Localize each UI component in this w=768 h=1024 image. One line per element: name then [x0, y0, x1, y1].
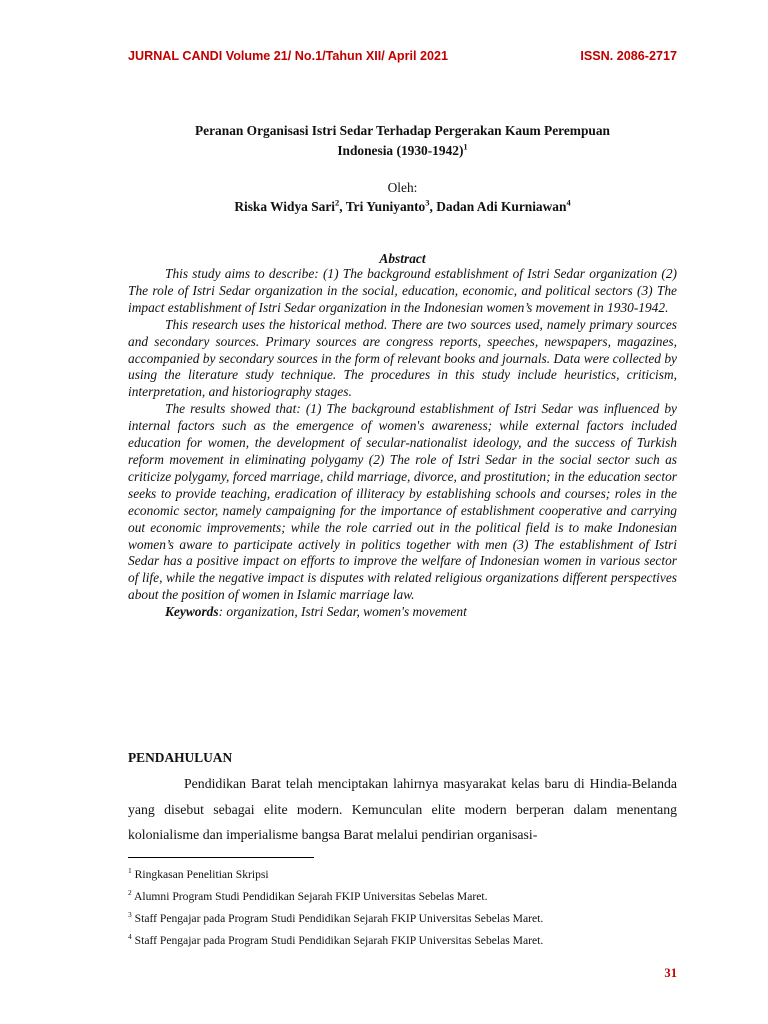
keywords-text: : organization, Istri Sedar, women's movement — [218, 604, 467, 620]
body-paragraph: Pendidikan Barat telah menciptakan lahirnya masyarakat kelas baru di Hindia-Belanda yang disebut sebagai elite modern. Kemunculan elite modern berperan dalam menentang kolonialisme dan imperialisme bangsa Barat melalui pendirian organisasi- — [128, 776, 677, 842]
journal-name: JURNAL CANDI Volume 21/ No.1/Tahun XII/ April 2021 — [128, 49, 449, 63]
footnote-divider — [128, 857, 314, 858]
footnote-ref[interactable]: 2 — [335, 197, 340, 208]
author-name: Riska Widya Sari — [234, 199, 336, 214]
author-name: Dadan Adi Kurniawan — [436, 199, 567, 214]
abstract-paragraph: The results showed that: (1) The background establishment of Istri Sedar was influenced by internal factors such as the emergence of women's awareness; while external factors included education for women, the development of secular-nationalist ideology, and the success of Turkish reform movement in eliminating polygamy (2) The role of Istri Sedar in the social sector such as criticize polygamy, forced marriage, child marriage, divorce, and prostitution; in the education sector seeks to provide teaching, eradication of illiteracy by establishing schools and courses; roles in the economic sector, namely campaigning for the importance of establishment cooperative and carrying out economic improvements; while the role carried out in the political field is to make Indonesian women’s aware to participate actively in politics together with men (3) The establishment of Istri Sedar has a positive impact on efforts to improve the welfare of Indonesian women in various sector of life, while the negative impact is disputes with related religious organizations different perspectives about the position of women in Islamic marriage law. — [128, 401, 677, 603]
author-name: Tri Yuniyanto — [345, 199, 426, 214]
title-line-1: Peranan Organisasi Istri Sedar Terhadap Pergerakan Kaum Perempuan — [194, 123, 610, 138]
paper-title — [128, 121, 677, 161]
footnote: $^3$ Staff Pengajar pada Program Studi Pendidikan Sejarah FKIP Universitas Sebelas Maret. — [128, 909, 544, 925]
footnotes — [128, 862, 688, 949]
footnote: $^1$ Ringkasan Penelitian Skripsi — [128, 866, 269, 881]
footnote: $^4$ Staff Pengajar pada Program Studi Pendidikan Sejarah FKIP Universitas Sebelas Maret. — [128, 931, 544, 947]
section-body — [128, 771, 677, 848]
keywords — [128, 604, 677, 621]
abstract-paragraph: This study aims to describe: (1) The background establishment of Istri Sedar organization (2) The role of Istri Sedar organization in the social, education, economic, and political sectors (3) The impact establishment of Istri Sedar organization in the Indonesian women’s movement in 1930-1942. — [128, 266, 677, 315]
section-heading: PENDAHULUAN — [128, 750, 233, 765]
byline-label: Oleh: — [387, 180, 418, 195]
author-list: Riska Widya Sari$^2$, Tri Yuniyanto$^3$, Dadan Adi Kurniawan$^4$ — [234, 197, 571, 214]
abstract-body — [128, 266, 677, 621]
footnote-ref[interactable]: 3 — [425, 197, 430, 208]
page-number: 31 — [664, 966, 677, 980]
keywords-label: Keywords — [165, 604, 219, 620]
footnote: $^2$ Alumni Program Studi Pendidikan Sejarah FKIP Universitas Sebelas Maret. — [128, 887, 488, 903]
footnote-ref[interactable]: 1 — [463, 141, 468, 152]
title-line-2: Indonesia (1930-1942)$^1$ — [337, 141, 468, 158]
abstract-heading: Abstract — [379, 251, 426, 266]
journal-header — [128, 49, 677, 67]
footnote-ref[interactable]: 4 — [566, 197, 571, 208]
issn: ISSN. 2086-2717 — [580, 49, 677, 63]
abstract-paragraph: This research uses the historical method. There are two sources used, namely primary sources and secondary sources. Primary sources are congress reports, speeches, newspapers, magazines, accompanied by secondary sources in the form of relevant books and journals. Data were collected by using the literature study technique. The procedures in this study include heuristics, criticism, interpretation, and historiography stages. — [128, 316, 677, 400]
